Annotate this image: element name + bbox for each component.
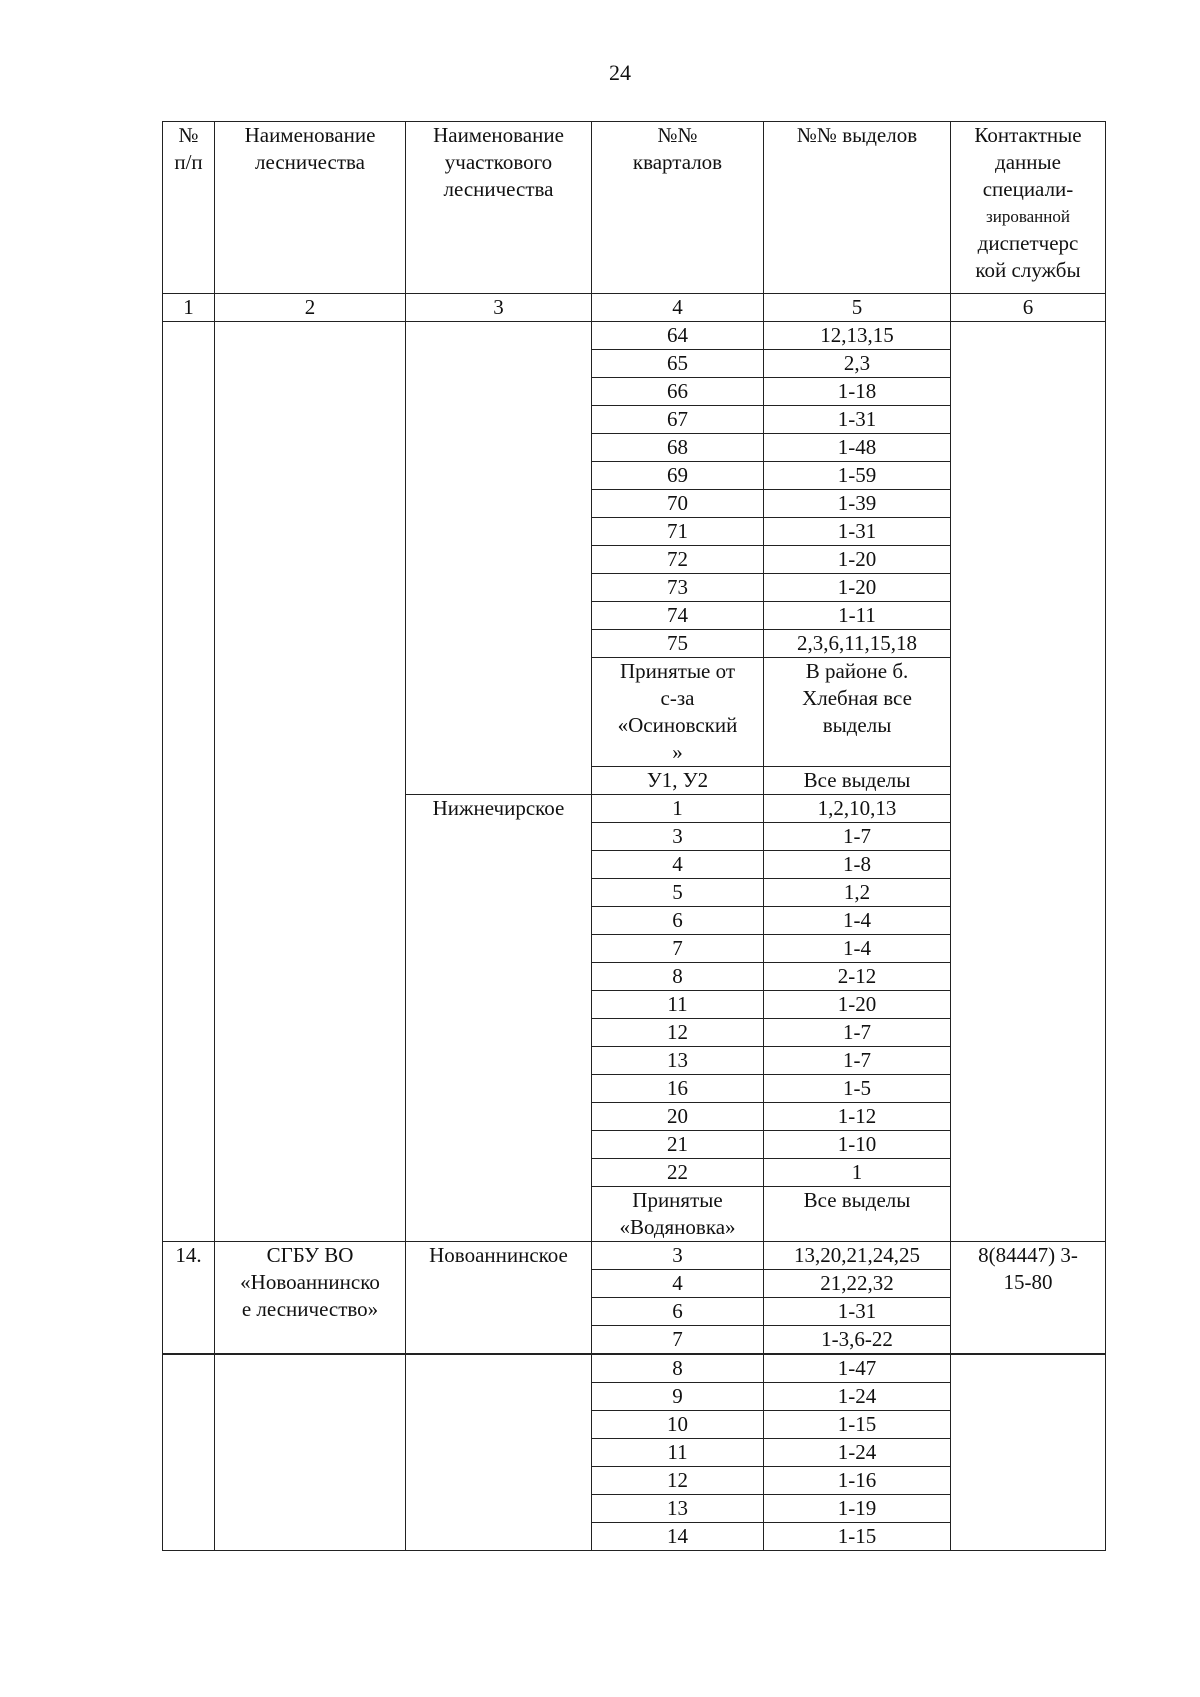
quarter-cell: 1	[592, 795, 764, 823]
quarter-cell: 16	[592, 1075, 764, 1103]
forestry-cell-line: е лесничество»	[241, 1297, 379, 1321]
quarter-cell: 6	[592, 1298, 764, 1326]
quarter-cell: 4	[592, 1270, 764, 1298]
plots-cell: 1-12	[764, 1103, 951, 1131]
quarter-cell: 70	[592, 490, 764, 518]
quarter-cell: 11	[592, 991, 764, 1019]
table-body	[163, 122, 1106, 1551]
quarter-cell: 71	[592, 518, 764, 546]
quarter-cell: 22	[592, 1159, 764, 1187]
plots-cell: 1-47	[764, 1354, 951, 1383]
column-number: 5	[764, 294, 951, 322]
header-contacts-line: специали-	[982, 177, 1074, 201]
quarter-cell-line: с-за	[660, 686, 695, 710]
plots-cell: 1-7	[764, 1019, 951, 1047]
quarter-cell: 64	[592, 322, 764, 350]
plots-cell: 1-4	[764, 935, 951, 963]
quarter-cell: 66	[592, 378, 764, 406]
plots-cell: 1-15	[764, 1523, 951, 1551]
num-cell-empty	[163, 322, 215, 1242]
plots-cell: 1-48	[764, 434, 951, 462]
quarter-cell: 68	[592, 434, 764, 462]
column-number: 1	[163, 294, 215, 322]
quarter-cell: 14	[592, 1523, 764, 1551]
plots-cell: 1-16	[764, 1467, 951, 1495]
header-num-line: п/п	[174, 150, 203, 174]
contact-cell-empty	[951, 322, 1106, 1242]
plots-cell: 21,22,32	[764, 1270, 951, 1298]
plots-cell-line: В районе б.	[805, 659, 909, 683]
plots-cell	[764, 658, 951, 767]
quarter-cell-line: »	[672, 740, 683, 764]
plots-cell: 1-31	[764, 406, 951, 434]
header-quarters-line: кварталов	[632, 150, 723, 174]
header-contacts-line: Контактные	[974, 123, 1082, 147]
plots-cell: 1-39	[764, 490, 951, 518]
header-contacts-line: кой службы	[975, 258, 1081, 282]
quarter-cell: 12	[592, 1467, 764, 1495]
quarter-cell: 8	[592, 963, 764, 991]
header-contacts-line: диспетчерс	[977, 231, 1079, 255]
num-cell-empty	[163, 1354, 215, 1551]
plots-cell: 1,2,10,13	[764, 795, 951, 823]
column-number-row	[163, 294, 1106, 322]
plots-cell: 1-31	[764, 1298, 951, 1326]
quarter-cell: 13	[592, 1047, 764, 1075]
header-plots-line: №№ выделов	[796, 123, 918, 147]
district-cell: Нижнечирское	[406, 795, 592, 1242]
quarter-cell: 72	[592, 546, 764, 574]
quarter-cell: 6	[592, 907, 764, 935]
plots-cell: 1-20	[764, 546, 951, 574]
quarter-cell-line: «Водяновка»	[619, 1215, 736, 1239]
header-forestry-line: лесничества	[255, 150, 365, 174]
plots-cell: 1-7	[764, 823, 951, 851]
plots-cell: 1-19	[764, 1495, 951, 1523]
column-number: 3	[406, 294, 592, 322]
quarter-cell: 67	[592, 406, 764, 434]
header-row	[163, 122, 1106, 294]
contact-cell-line: 15-80	[1003, 1270, 1053, 1294]
forestry-table	[162, 121, 1106, 1551]
plots-cell-line: Хлебная все	[802, 686, 912, 710]
plots-cell: 1-5	[764, 1075, 951, 1103]
district-cell: Новоаннинское	[406, 1242, 592, 1355]
plots-cell: 2-12	[764, 963, 951, 991]
plots-cell: 1-18	[764, 378, 951, 406]
quarter-cell-line: Принятые	[632, 1188, 723, 1212]
header-forestry	[215, 122, 406, 294]
header-num-line: №	[178, 123, 199, 147]
column-number: 4	[592, 294, 764, 322]
plots-cell: 1-4	[764, 907, 951, 935]
quarter-cell: У1, У2	[592, 767, 764, 795]
plots-cell: Все выделы	[764, 767, 951, 795]
plots-cell: 1-20	[764, 574, 951, 602]
header-district-line: лесничества	[443, 177, 554, 201]
plots-cell: 2,3,6,11,15,18	[764, 630, 951, 658]
quarter-cell: 74	[592, 602, 764, 630]
contact-cell-line: 8(84447) 3-	[978, 1243, 1078, 1267]
header-district	[406, 122, 592, 294]
plots-cell: 1-24	[764, 1383, 951, 1411]
quarter-cell: 21	[592, 1131, 764, 1159]
table-row	[163, 1242, 1106, 1270]
plots-cell: 1	[764, 1159, 951, 1187]
plots-cell: 13,20,21,24,25	[764, 1242, 951, 1270]
quarter-cell: 3	[592, 823, 764, 851]
plots-cell: 1-59	[764, 462, 951, 490]
column-number: 2	[215, 294, 406, 322]
header-district-line: участкового	[444, 150, 553, 174]
quarter-cell: 3	[592, 1242, 764, 1270]
plots-cell: 1-7	[764, 1047, 951, 1075]
quarter-cell-line: Принятые от	[619, 659, 736, 683]
plots-cell: 1,2	[764, 879, 951, 907]
quarter-cell: 5	[592, 879, 764, 907]
quarter-cell: 7	[592, 1326, 764, 1355]
quarter-cell: 8	[592, 1354, 764, 1383]
contact-cell-empty	[951, 1354, 1106, 1551]
header-district-line: Наименование	[433, 123, 564, 147]
header-quarters	[592, 122, 764, 294]
plots-cell: 1-10	[764, 1131, 951, 1159]
quarter-cell: 11	[592, 1439, 764, 1467]
header-contacts-line: данные	[995, 150, 1061, 174]
header-quarters-line: №№	[657, 123, 698, 147]
quarter-cell: 20	[592, 1103, 764, 1131]
quarter-cell: 13	[592, 1495, 764, 1523]
header-contacts-line: зированной	[986, 207, 1070, 226]
quarter-cell	[592, 658, 764, 767]
header-contacts	[951, 122, 1106, 294]
num-cell: 14.	[163, 1242, 215, 1355]
forestry-cell-line: СГБУ ВО	[266, 1243, 354, 1267]
quarter-cell: 75	[592, 630, 764, 658]
forestry-cell-empty	[215, 322, 406, 1242]
plots-cell: 1-20	[764, 991, 951, 1019]
header-num	[163, 122, 215, 294]
district-cell-empty	[406, 1354, 592, 1551]
plots-cell: 2,3	[764, 350, 951, 378]
quarter-cell: 73	[592, 574, 764, 602]
forestry-cell-empty	[215, 1354, 406, 1551]
plots-cell: 12,13,15	[764, 322, 951, 350]
quarter-cell: 69	[592, 462, 764, 490]
plots-cell: 1-15	[764, 1411, 951, 1439]
plots-cell-line: выделы	[822, 713, 892, 737]
plots-cell: 1-24	[764, 1439, 951, 1467]
district-cell-empty	[406, 322, 592, 795]
plots-cell: 1-31	[764, 518, 951, 546]
table-row	[163, 322, 1106, 350]
header-plots	[764, 122, 951, 294]
plots-cell: 1-8	[764, 851, 951, 879]
quarter-cell: 4	[592, 851, 764, 879]
header-forestry-line: Наименование	[244, 123, 376, 147]
plots-cell: 1-11	[764, 602, 951, 630]
forestry-cell	[215, 1242, 406, 1355]
table-row	[163, 1354, 1106, 1383]
quarter-cell-line: «Осиновский	[617, 713, 738, 737]
quarter-cell: 65	[592, 350, 764, 378]
quarter-cell: 10	[592, 1411, 764, 1439]
forestry-cell-line: «Новоаннинско	[240, 1270, 380, 1294]
quarter-cell	[592, 1187, 764, 1242]
page-number: 24	[609, 60, 631, 85]
plots-cell: Все выделы	[764, 1187, 951, 1242]
quarter-cell: 12	[592, 1019, 764, 1047]
contact-cell	[951, 1242, 1106, 1355]
quarter-cell: 7	[592, 935, 764, 963]
quarter-cell: 9	[592, 1383, 764, 1411]
column-number: 6	[951, 294, 1106, 322]
plots-cell: 1-3,6-22	[764, 1326, 951, 1355]
